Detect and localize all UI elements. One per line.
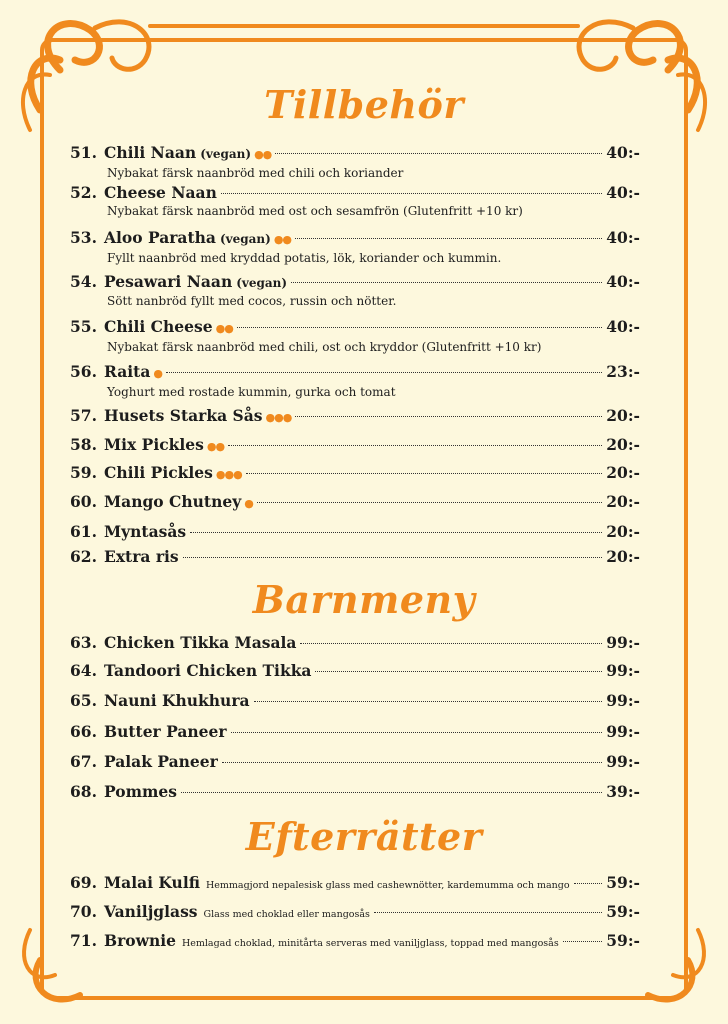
item-price: 99:- bbox=[606, 722, 640, 741]
item-price: 99:- bbox=[606, 661, 640, 680]
item-name: Nauni Khukhura bbox=[104, 691, 250, 710]
item-row bbox=[70, 633, 640, 653]
item-name: Raita bbox=[104, 362, 151, 381]
item-price: 99:- bbox=[606, 691, 640, 710]
list-item bbox=[70, 547, 640, 567]
list-item bbox=[70, 272, 640, 309]
list-item bbox=[70, 873, 640, 896]
item-name: Vaniljglass bbox=[104, 902, 198, 921]
item-number: 57. bbox=[70, 406, 97, 425]
item-name: Chicken Tikka Masala bbox=[104, 633, 297, 652]
item-number: 71. bbox=[70, 931, 97, 950]
item-price: 40:- bbox=[606, 272, 640, 291]
chili-level-icon: ●● bbox=[273, 233, 292, 246]
list-item bbox=[70, 317, 640, 355]
item-number: 52. bbox=[70, 183, 97, 202]
item-row bbox=[70, 691, 640, 711]
item-number: 60. bbox=[70, 492, 97, 511]
item-row bbox=[70, 661, 640, 681]
item-price: 59:- bbox=[606, 873, 640, 892]
item-number: 54. bbox=[70, 272, 97, 291]
item-row bbox=[70, 873, 640, 896]
vegan-tag: (vegan) bbox=[200, 147, 252, 161]
list-item bbox=[70, 782, 640, 802]
item-number: 58. bbox=[70, 435, 97, 454]
item-number: 66. bbox=[70, 722, 97, 741]
item-price: 20:- bbox=[606, 435, 640, 454]
section-title-efterratter: Efterrätter bbox=[245, 814, 483, 859]
item-row bbox=[70, 362, 640, 384]
item-description: Nybakat färsk naanbröd med chili, ost och kryddor (Glutenfritt +10 kr) bbox=[107, 340, 542, 354]
item-description: Nybakat färsk naanbröd med ost och sesamfrön (Glutenfritt +10 kr) bbox=[107, 204, 523, 218]
vegan-tag: (vegan) bbox=[219, 232, 271, 246]
list-item bbox=[70, 902, 640, 925]
item-number: 51. bbox=[70, 143, 97, 162]
item-number: 63. bbox=[70, 633, 97, 652]
item-name: Mango Chutney bbox=[104, 492, 242, 511]
chili-level-icon: ● bbox=[244, 497, 253, 510]
dot-leader bbox=[315, 671, 602, 672]
item-name: Chili Cheese bbox=[104, 317, 213, 336]
item-price: 59:- bbox=[606, 902, 640, 921]
item-price: 40:- bbox=[606, 317, 640, 336]
item-price: 40:- bbox=[606, 228, 640, 247]
item-price: 20:- bbox=[606, 492, 640, 511]
item-name: Palak Paneer bbox=[104, 752, 218, 771]
dot-leader bbox=[374, 912, 602, 913]
dot-leader bbox=[190, 532, 602, 533]
list-item bbox=[70, 722, 640, 742]
item-description: Hemmagjord nepalesisk glass med cashewnötter, kardemumma och mango bbox=[205, 880, 570, 891]
item-number: 53. bbox=[70, 228, 97, 247]
dot-leader bbox=[291, 282, 602, 283]
item-name: Malai Kulfi bbox=[104, 873, 200, 892]
dot-leader bbox=[246, 473, 603, 474]
chili-level-icon: ●●● bbox=[215, 468, 242, 481]
section-title-tillbehor: Tillbehör bbox=[264, 82, 464, 127]
dot-leader bbox=[181, 792, 602, 793]
item-price: 39:- bbox=[606, 782, 640, 801]
list-item bbox=[70, 661, 640, 681]
item-row bbox=[70, 143, 640, 165]
item-description: Fyllt naanbröd med kryddad potatis, lök, koriander och kummin. bbox=[107, 251, 502, 265]
item-name: Pesawari Naan bbox=[104, 272, 233, 291]
list-item bbox=[70, 183, 640, 219]
chili-level-icon: ●● bbox=[254, 148, 272, 161]
dot-leader bbox=[221, 193, 602, 194]
item-row bbox=[70, 547, 640, 567]
item-name: Chili Naan bbox=[104, 143, 197, 162]
chili-level-icon: ● bbox=[153, 367, 162, 380]
chili-level-icon: ●● bbox=[215, 322, 233, 335]
item-number: 65. bbox=[70, 691, 97, 710]
item-price: 40:- bbox=[606, 143, 640, 162]
item-number: 59. bbox=[70, 463, 97, 482]
item-number: 64. bbox=[70, 661, 97, 680]
list-item bbox=[70, 691, 640, 711]
item-name: Brownie bbox=[104, 931, 176, 950]
item-row bbox=[70, 782, 640, 802]
item-row bbox=[70, 492, 640, 514]
dot-leader bbox=[275, 153, 602, 154]
item-number: 67. bbox=[70, 752, 97, 771]
item-price: 99:- bbox=[606, 752, 640, 771]
item-number: 62. bbox=[70, 547, 97, 566]
dot-leader bbox=[257, 502, 602, 503]
item-price: 59:- bbox=[606, 931, 640, 950]
item-number: 56. bbox=[70, 362, 97, 381]
item-row bbox=[70, 317, 640, 339]
item-description: Yoghurt med rostade kummin, gurka och tomat bbox=[107, 385, 396, 399]
item-name: Chili Pickles bbox=[104, 463, 213, 482]
item-row bbox=[70, 902, 640, 925]
item-row bbox=[70, 752, 640, 772]
dot-leader bbox=[166, 372, 602, 373]
list-item bbox=[70, 492, 640, 514]
item-description: Hemlagad choklad, minitårta serveras med vaniljglass, toppad med mangosås bbox=[181, 938, 559, 949]
list-item bbox=[70, 406, 640, 428]
item-row bbox=[70, 406, 640, 428]
item-name: Aloo Paratha bbox=[104, 228, 216, 247]
dot-leader bbox=[300, 643, 602, 644]
item-number: 69. bbox=[70, 873, 97, 892]
item-price: 23:- bbox=[606, 362, 640, 381]
item-name: Husets Starka Sås bbox=[104, 406, 263, 425]
item-name: Cheese Naan bbox=[104, 183, 217, 202]
dot-leader bbox=[295, 416, 602, 417]
item-price: 20:- bbox=[606, 463, 640, 482]
item-name: Tandoori Chicken Tikka bbox=[104, 661, 312, 680]
list-item bbox=[70, 522, 640, 542]
list-item bbox=[70, 435, 640, 457]
dot-leader bbox=[222, 762, 602, 763]
item-row bbox=[70, 272, 640, 293]
list-item bbox=[70, 633, 640, 653]
item-row bbox=[70, 463, 640, 485]
item-description: Sött nanbröd fyllt med cocos, russin och nötter. bbox=[107, 294, 397, 308]
item-row bbox=[70, 435, 640, 457]
vegan-tag: (vegan) bbox=[236, 276, 288, 290]
item-row bbox=[70, 931, 640, 954]
list-item bbox=[70, 362, 640, 400]
dot-leader bbox=[295, 238, 602, 239]
item-row bbox=[70, 228, 640, 250]
section-title-barnmeny: Barnmeny bbox=[252, 577, 476, 622]
list-item bbox=[70, 931, 640, 954]
item-description: Glass med choklad eller mangosås bbox=[203, 909, 370, 920]
item-price: 20:- bbox=[606, 406, 640, 425]
dot-leader bbox=[574, 883, 603, 884]
item-price: 40:- bbox=[606, 183, 640, 202]
chili-level-icon: ●●● bbox=[265, 411, 292, 424]
dot-leader bbox=[183, 557, 603, 558]
item-price: 20:- bbox=[606, 522, 640, 541]
dot-leader bbox=[228, 445, 602, 446]
list-item bbox=[70, 752, 640, 772]
item-number: 55. bbox=[70, 317, 97, 336]
item-price: 99:- bbox=[606, 633, 640, 652]
item-row bbox=[70, 722, 640, 742]
chili-level-icon: ●● bbox=[206, 440, 225, 453]
list-item bbox=[70, 228, 640, 266]
dot-leader bbox=[254, 701, 603, 702]
item-price: 20:- bbox=[606, 547, 640, 566]
item-name: Myntasås bbox=[104, 522, 187, 541]
item-name: Mix Pickles bbox=[104, 435, 204, 454]
item-name: Butter Paneer bbox=[104, 722, 227, 741]
item-name: Extra ris bbox=[104, 547, 179, 566]
dot-leader bbox=[231, 732, 603, 733]
list-item bbox=[70, 143, 640, 181]
dot-leader bbox=[237, 327, 602, 328]
list-item bbox=[70, 463, 640, 485]
item-number: 70. bbox=[70, 902, 97, 921]
item-number: 68. bbox=[70, 782, 97, 801]
item-description: Nybakat färsk naanbröd med chili och koriander bbox=[107, 166, 404, 180]
item-row bbox=[70, 183, 640, 203]
dot-leader bbox=[563, 941, 603, 942]
item-name: Pommes bbox=[104, 782, 177, 801]
item-number: 61. bbox=[70, 522, 97, 541]
item-row bbox=[70, 522, 640, 542]
